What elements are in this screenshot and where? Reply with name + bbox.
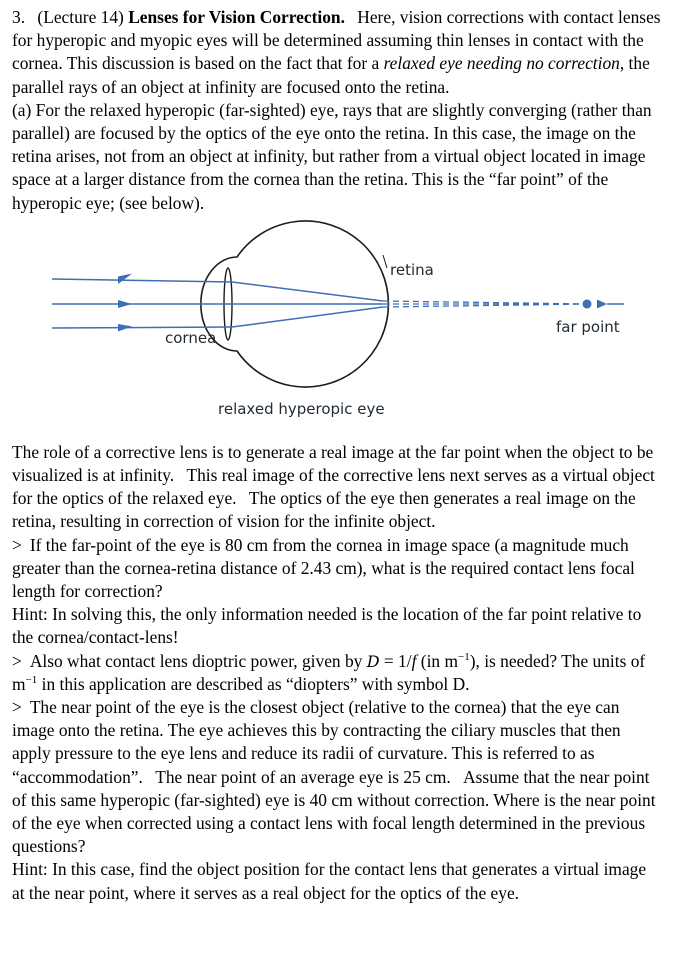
bullet-marker: > — [12, 650, 22, 671]
question-near-point — [12, 696, 662, 858]
role-sentence-3: The optics of the eye then generates a real image on the retina, resulting in correction of vision for the infinite object. — [12, 488, 636, 532]
bullet-marker: > — [12, 697, 22, 718]
intro-text-end: , the parallel rays of an object at infinity are focused onto the retina. — [12, 53, 650, 97]
question-2-text-c: in this application are described as “diopters” with symbol D. — [41, 673, 470, 694]
ray-bottom-refracted — [232, 307, 383, 327]
formula-part-1: = 1/ — [383, 650, 412, 671]
retina-leader — [383, 255, 387, 268]
intro-italic: relaxed eye needing no correction — [383, 53, 620, 74]
question-dioptric-power — [12, 650, 662, 696]
question-3-text-b: The near point of an average eye is 25 cm. — [155, 766, 451, 787]
hint-1: Hint: In solving this, the only information needed is the location of the far point relative to the cornea/contact-lens! — [12, 604, 642, 648]
focal-length-symbol: f — [411, 650, 417, 671]
ray-top-refracted — [232, 282, 383, 301]
question-3-text-c: Assume that the near point of this same hyperopic (far-sighted) eye is 40 cm without correction. Where is the near point of the eye when corrected using a contact lens with focal length determined in the previous questions? — [12, 766, 656, 857]
arrow-axis — [597, 299, 607, 308]
role-sentence-1: The role of a corrective lens is to generate a real image at the far point when the object to be visualized is at infinity. — [12, 441, 654, 486]
problem-number: 3. — [12, 7, 26, 27]
retina-label: retina — [390, 260, 434, 279]
arrow-top — [118, 273, 132, 283]
far-point-label: far point — [556, 317, 620, 336]
question-2-text: Also what contact lens dioptric power, given by — [29, 650, 363, 671]
dioptric-power-symbol: D — [366, 651, 380, 671]
arrow-middle — [118, 300, 132, 308]
lecture-reference: (Lecture 14) — [37, 7, 124, 27]
problem-intro — [12, 6, 662, 99]
problem-document — [12, 6, 662, 905]
intro-text: Here, vision corrections with contact lenses for hyperopic and myopic eyes will be determined assuming thin lenses in contact with the cornea. This discussion is based on the fact that for a — [12, 7, 661, 74]
far-point-marker — [583, 299, 592, 308]
question-1-text: If the far-point of the eye is 80 cm from the cornea in image space (a magnitude much greater than the cornea-retina distance of 2.43 cm), what is the required contact lens focal length for correction? — [12, 534, 635, 602]
problem-title: Lenses for Vision Correction. — [128, 7, 345, 27]
exponent: −1 — [25, 674, 38, 687]
hint-2: Hint: In this case, find the object position for the contact lens that generates a virtual image at the near point, where it serves as a real object for the optics of the eye. — [12, 859, 647, 903]
bullet-marker: > — [12, 534, 22, 555]
hyperopic-eye-figure — [12, 215, 662, 441]
cornea-label: cornea — [165, 328, 217, 347]
role-sentence-2: This real image of the corrective lens next serves as a virtual object for the optics of the relaxed eye. — [12, 465, 655, 509]
question-3-text-a: The near point of the eye is the closest object (relative to the cornea) that the eye can image onto the retina. The eye achieves this by contracting the ciliary muscles that then apply pressure to the eye lens and reduce its radii of curvature. This is referred to as “accommodation”. — [12, 697, 621, 787]
formula-part-2: (in m — [420, 650, 458, 671]
virtual-ray-extensions — [383, 301, 587, 307]
exponent: −1 — [458, 650, 470, 663]
ray-arrowheads — [118, 273, 607, 331]
figure-caption: relaxed hyperopic eye — [218, 399, 385, 418]
question-2-text-b: ), is needed? The units of m — [12, 650, 646, 694]
question-far-point — [12, 534, 662, 604]
role-paragraph — [12, 441, 662, 534]
part-a-paragraph: (a) For the relaxed hyperopic (far-sighted) eye, rays that are slightly converging (rather than parallel) are focused by the optics of the eye onto the retina. In this case, the image on the retina arises, not from an object at infinity, but rather from a virtual object located in image space at a larger distance from the cornea than the retina. This is the “far point” of the hyperopic eye; (see below). — [12, 99, 652, 213]
